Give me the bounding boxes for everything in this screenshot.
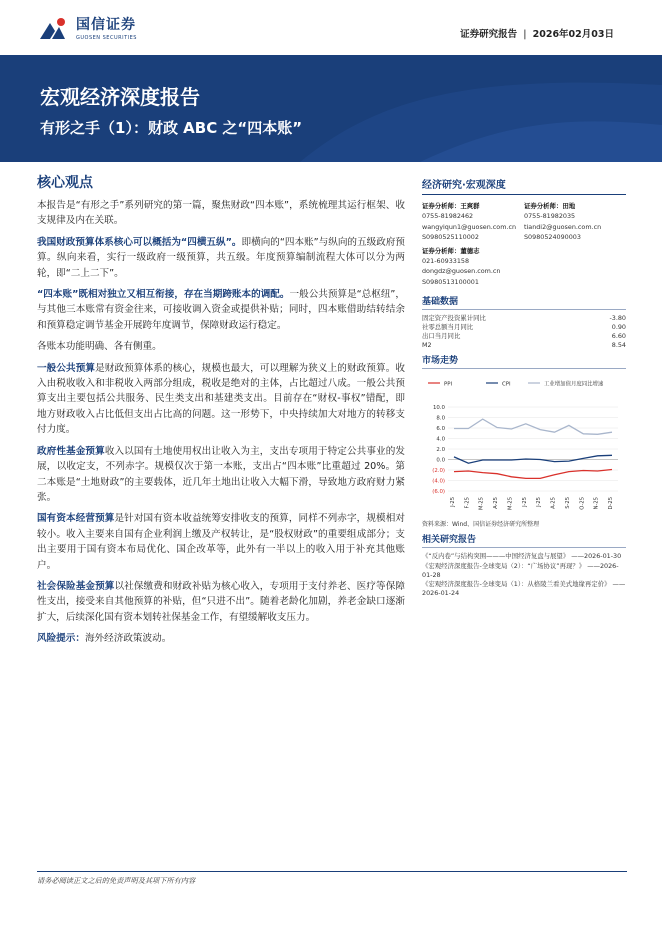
stat-row bbox=[422, 341, 626, 350]
paragraph-social-insurance-budget bbox=[37, 579, 405, 625]
x-tick-label: M-25 bbox=[507, 497, 514, 511]
body-text: 即横向的“四本账”与纵向的五级政府预算。纵向来看，实行一级政府一级预算，共五级。年度预算编制流程大体可以分为两轮，即“二上二下”。 bbox=[37, 236, 405, 279]
core-view-title: 核心观点 bbox=[37, 175, 93, 191]
paragraph-state-capital-budget bbox=[37, 511, 405, 573]
paragraph-fund-budget bbox=[37, 444, 405, 506]
body-text: 以社保缴费和财政补贴为核心收入，专项用于支付养老、医疗等保障性支出，接受来自其他预算的补贴，但“只进不出”。随着老龄化加剧，养老金缺口逐渐扩大，后续深化国有资本划转社保基金工作，有望缓解收支压力。 bbox=[37, 580, 406, 623]
body-text: 是针对国有资本收益统筹安排收支的预算，同样不列赤字，规模相对较小。收入主要来自国有企业利润上缴及产权转让，是“股权财政”的重要组成部分；支出主要用于国有资本布局优化、国企改革等，此外有一半以上的收入用于补充其他账户。 bbox=[37, 513, 406, 571]
stat-value: 8.54 bbox=[611, 340, 626, 349]
stat-row bbox=[422, 332, 626, 341]
stat-label: 固定资产投资累计同比 bbox=[422, 314, 486, 323]
analyst-phone: 0755-81982462 bbox=[422, 212, 474, 221]
market-trend-title: 市场走势 bbox=[422, 353, 626, 369]
y-tick-label: 2.0 bbox=[436, 447, 445, 454]
basic-data-title: 基础数据 bbox=[422, 294, 626, 310]
guosen-logo-icon bbox=[40, 17, 70, 39]
logo-name-en: GUOSEN SECURITIES bbox=[76, 35, 137, 41]
disclaimer-notice: 请务必阅读正文之后的免责声明及其项下所有内容 bbox=[37, 876, 196, 885]
report-subtitle: 有形之手（1）：财政 ABC 之“四本账” bbox=[40, 119, 303, 137]
sidebar-title: 经济研究·宏观深度 bbox=[422, 176, 626, 195]
x-tick-label: O-25 bbox=[579, 497, 586, 511]
y-tick-label: (4.0) bbox=[432, 478, 445, 485]
paragraph-intro: 本报告是“有形之手”系列研究的第一篇，聚焦财政“四本账”，系统梳理其运行框架、收支规律及内在关联。 bbox=[37, 200, 405, 227]
related-reports-list bbox=[422, 552, 626, 597]
trend-chart-svg bbox=[422, 373, 626, 519]
related-reports-title: 相关研究报告 bbox=[422, 532, 626, 548]
x-tick-label: F-25 bbox=[464, 497, 471, 509]
chart-source: 资料来源：Wind、国信证券经济研究所整理 bbox=[422, 521, 540, 529]
y-tick-label: 8.0 bbox=[436, 415, 445, 422]
paragraph-general-budget bbox=[37, 361, 405, 438]
analyst-name: 证券分析师：董德志 bbox=[422, 246, 480, 255]
y-tick-label: (6.0) bbox=[432, 489, 445, 496]
report-title: 宏观经济深度报告 bbox=[40, 85, 200, 109]
x-tick-label: A-25 bbox=[493, 497, 500, 510]
related-report-item[interactable]: 《宏观经济深度报告-全球变局（2）：“广场协议”再现？》 ——2026-01-28 bbox=[422, 562, 619, 579]
highlight-text: 政府性基金预算 bbox=[37, 445, 105, 457]
highlight-text: 风险提示： bbox=[37, 633, 85, 645]
core-view-section bbox=[37, 172, 405, 653]
analyst-email[interactable]: wangyiqun1@guosen.com.cn bbox=[422, 222, 517, 231]
paragraph-four-horizontal bbox=[37, 235, 405, 281]
y-tick-label: (2.0) bbox=[432, 468, 445, 475]
analyst-list bbox=[422, 201, 626, 290]
analyst-email[interactable]: dongdz@guosen.com.cn bbox=[422, 267, 501, 276]
analyst-name: 证券分析师：田地 bbox=[524, 202, 576, 210]
y-tick-label: 0.0 bbox=[436, 457, 445, 464]
x-tick-label: M-25 bbox=[478, 497, 485, 511]
highlight-text: 国有资本经营预算 bbox=[37, 513, 115, 525]
analyst-card bbox=[422, 246, 524, 288]
basic-data-table bbox=[422, 314, 626, 349]
stat-label: 社零总额当月同比 bbox=[422, 323, 474, 332]
paragraph-four-accounts bbox=[37, 287, 405, 333]
report-type-and-date bbox=[460, 26, 614, 40]
x-tick-label: N-25 bbox=[593, 497, 600, 510]
highlight-text: 我国财政预算体系核心可以概括为“四横五纵”。 bbox=[37, 236, 242, 248]
separator: | bbox=[523, 29, 527, 40]
analyst-email[interactable]: tiandi2@guosen.com.cn bbox=[524, 222, 602, 231]
analyst-phone: 0755-81982035 bbox=[524, 212, 576, 221]
paragraph-risk bbox=[37, 631, 405, 646]
analyst-phone: 021-60933158 bbox=[422, 257, 470, 266]
report-date: 2026年02月03日 bbox=[532, 29, 614, 40]
highlight-text: 社会保险基金预算 bbox=[37, 580, 115, 592]
x-tick-label: J-25 bbox=[450, 497, 456, 508]
series-line bbox=[454, 470, 612, 479]
related-report-item[interactable]: 《宏观经济深度报告-全球变局（1）：从格陵兰看美式地缘再定价》 ——2026-01-24 bbox=[422, 580, 626, 597]
x-tick-label: S-25 bbox=[564, 497, 571, 510]
footer-divider bbox=[37, 871, 627, 872]
body-text: 收入以国有土地使用权出让收入为主，支出专项用于特定公共事业的发展，以收定支，不列赤字。规模仅次于第一本账，支出占“四本账”比重超过 20%。第二本账是“土地财政”的主要载体，近几年土地出让收入大幅下滑，导致地方政府财力紧张。 bbox=[37, 445, 406, 503]
analyst-id: S0980525110002 bbox=[422, 233, 479, 242]
company-logo bbox=[40, 14, 137, 41]
x-tick-label: J-25 bbox=[536, 497, 543, 508]
stat-row bbox=[422, 314, 626, 323]
stat-label: 出口当月同比 bbox=[422, 331, 461, 340]
report-type: 证券研究报告 bbox=[460, 29, 518, 40]
stat-row bbox=[422, 323, 626, 332]
series-line bbox=[454, 420, 612, 435]
x-tick-label: D-25 bbox=[608, 497, 614, 510]
stat-value: 6.60 bbox=[611, 331, 626, 340]
page-header bbox=[0, 0, 662, 48]
related-report-item[interactable]: 《“反内卷”与结构突围———中国经济复盘与展望》 ——2026-01-30 bbox=[422, 552, 622, 561]
body-text: 一般公共预算是“总枢纽”，与其他三本账常有资金往来，可接收调入资金或提供补贴；同时，四本账借助结转结余和预算稳定调节基金开展跨年度调节，保障财政运行稳定。 bbox=[37, 289, 405, 331]
analyst-id: S0980513100001 bbox=[422, 277, 479, 286]
paragraph-functions: 各账本功能明确、各有侧重。 bbox=[37, 341, 162, 353]
y-tick-label: 6.0 bbox=[436, 426, 445, 433]
y-tick-label: 10.0 bbox=[432, 405, 445, 412]
legend-label: CPI bbox=[502, 381, 511, 388]
analyst-card bbox=[524, 201, 626, 243]
analyst-id: S0980524090003 bbox=[524, 233, 581, 242]
body-text: 是财政预算体系的核心，规模也最大，可以理解为狭义上的财政预算。收入由税收收入和非税收入两部分组成，税收是绝对的主体，占比超过八成。一般公共预算支出主要包括公共服务、民生类支出和基建类支出。目前存在“财权-事权”错配，即地方财政收入占比低但支出占比高的问题。这一形势下，中央持续加大对地方的转移支付力度。 bbox=[37, 362, 406, 436]
highlight-text: 一般公共预算 bbox=[37, 362, 96, 374]
y-tick-label: 4.0 bbox=[436, 436, 445, 443]
analyst-name: 证券分析师：王爽群 bbox=[422, 202, 480, 210]
sidebar bbox=[422, 176, 626, 598]
body-text: 海外经济政策波动。 bbox=[84, 633, 172, 645]
analyst-card bbox=[422, 201, 524, 243]
legend-label: PPI bbox=[444, 381, 453, 388]
logo-name-cn: 国信证券 bbox=[76, 17, 136, 33]
stat-value: -3.80 bbox=[609, 314, 626, 323]
legend-label: 工业增加值月度同比增速 bbox=[544, 381, 604, 388]
x-tick-label: A-25 bbox=[550, 497, 557, 510]
x-tick-label: J-25 bbox=[521, 497, 528, 508]
market-trend-chart bbox=[422, 373, 626, 519]
stat-value: 0.90 bbox=[611, 323, 626, 332]
stat-label: M2 bbox=[422, 340, 432, 349]
highlight-text: “四本账”既相对独立又相互衔接，存在当期跨账本的调配。 bbox=[37, 289, 290, 301]
title-banner bbox=[0, 55, 662, 162]
